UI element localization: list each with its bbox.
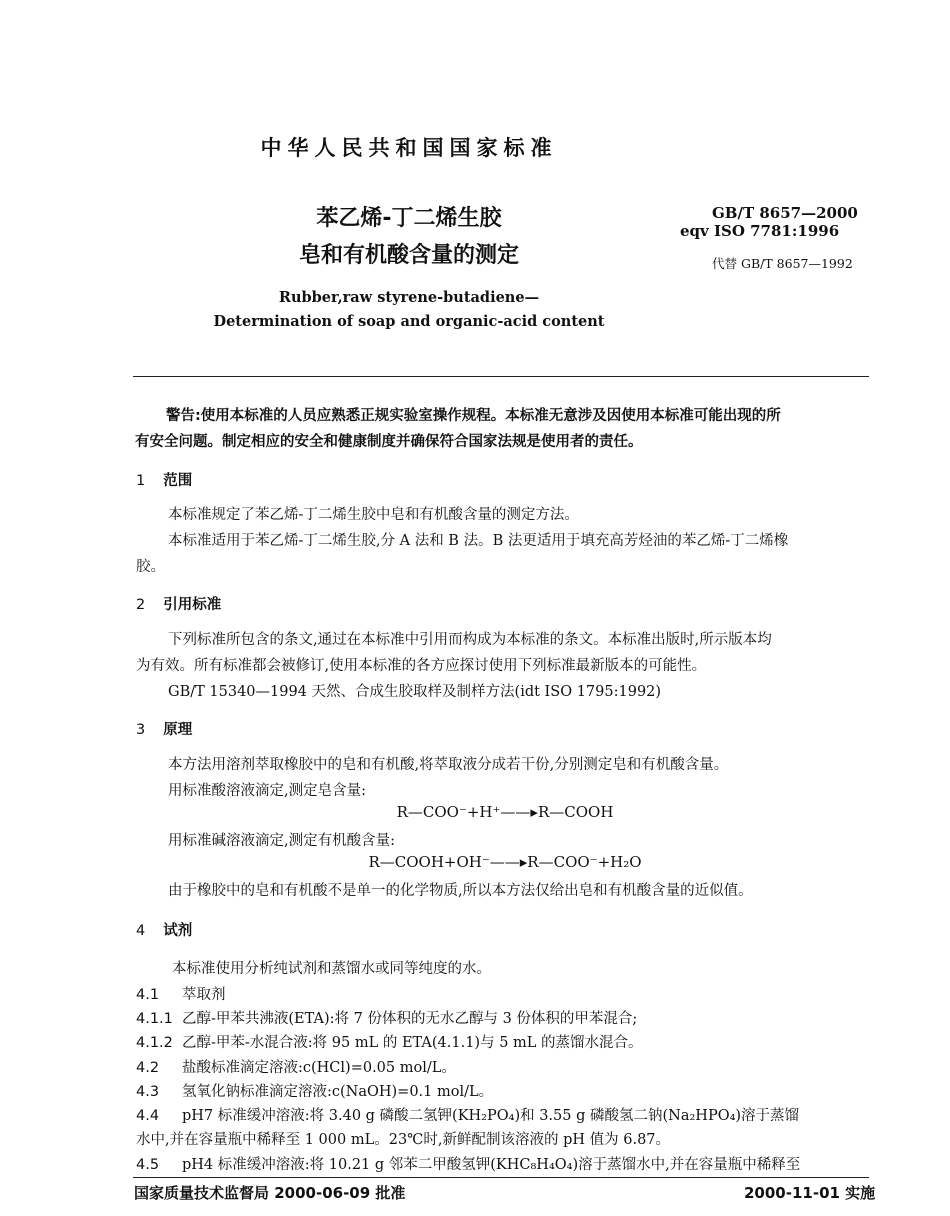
national-standard-header: 中华人民共和国国家标准 [260,136,558,160]
clause-4-1-2: 4.1.2 乙醇-甲苯-水混合液:将 95 mL 的 ETA(4.1.1)与 5 mL 的蒸馏水混合。 [136,1035,643,1051]
section-1-paragraph-1: 本标准规定了苯乙烯-丁二烯生胶中皂和有机酸含量的测定方法。 [168,507,579,523]
english-title-line-1: Rubber,raw styrene-butadiene— [278,289,540,306]
english-title-line-2: Determination of soap and organic-acid content [213,313,605,330]
approval-date: 国家质量技术监督局 2000-06-09 批准 [134,1184,406,1202]
clause-4-3: 4.3 氢氧化钠标准滴定溶液:c(NaOH)=0.1 mol/L。 [136,1084,494,1100]
replaces-standard: 代替 GB/T 8657—1992 [712,256,853,271]
clause-4-1: 4.1 萃取剂 [136,987,226,1003]
section-3-paragraph-1: 本方法用溶剂萃取橡胶中的皂和有机酸,将萃取液分成若干份,分别测定皂和有机酸含量。 [168,757,729,773]
chinese-title-line-1: 苯乙烯-丁二烯生胶 [316,206,502,231]
section-1-heading: 1 范围 [136,473,193,489]
clause-4-1-1: 4.1.1 乙醇-甲苯共沸液(ETA):将 7 份体积的无水乙醇与 3 份体积的甲苯混合; [136,1011,638,1027]
standard-number: GB/T 8657—2000 [712,204,858,222]
clause-4-2: 4.2 盐酸标准滴定溶液:c(HCl)=0.05 mol/L。 [136,1060,456,1076]
section-3-paragraph-3: 用标准碱溶液滴定,测定有机酸含量: [168,833,395,849]
section-4-paragraph-1: 本标准使用分析纯试剂和蒸馏水或同等纯度的水。 [172,961,491,977]
section-2-paragraph-line-2: 为有效。所有标准都会被修订,使用本标准的各方应探讨使用下列标准最新版本的可能性。 [136,658,707,674]
equivalent-standard: eqv ISO 7781:1996 [680,222,840,240]
implementation-date: 2000-11-01 实施 [744,1184,876,1202]
section-1-paragraph-2-line-2: 胶。 [136,559,165,575]
section-3-paragraph-4: 由于橡胶中的皂和有机酸不是单一的化学物质,所以本方法仅给出皂和有机酸含量的近似值。 [168,883,753,899]
clause-4-4: 4.4 pH7 标准缓冲溶液:将 3.40 g 磷酸二氢钾(KH₂PO₄)和 3.55 g 磷酸氢二钠(Na₂HPO₄)溶于蒸馏 [136,1108,800,1124]
section-3-heading: 3 原理 [136,722,193,738]
chinese-title-line-2: 皂和有机酸含量的测定 [298,243,519,268]
soap-titration-formula: R—COO⁻+H⁺——▸R—COOH [396,803,614,821]
footer-divider [133,1177,869,1178]
section-1-paragraph-2-line-1: 本标准适用于苯乙烯-丁二烯生胶,分 A 法和 B 法。B 法更适用于填充高芳烃油的苯乙烯-丁二烯橡 [168,533,789,549]
clause-4-4-line-2: 水中,并在容量瓶中稀释至 1 000 mL。23℃时,新鲜配制该溶液的 pH 值为 6.87。 [136,1132,671,1148]
warning-line-2: 有安全问题。制定相应的安全和健康制度并确保符合国家法规是使用者的责任。 [135,434,643,450]
section-2-reference: GB/T 15340—1994 天然、合成生胶取样及制样方法(idt ISO 1795:1992) [168,684,662,700]
acid-titration-formula: R—COOH+OH⁻——▸R—COO⁻+H₂O [368,853,642,871]
warning-line-1: 警告:使用本标准的人员应熟悉正规实验室操作规程。本标准无意涉及因使用本标准可能出现的所 [166,408,781,424]
section-2-heading: 2 引用标准 [136,597,222,613]
section-4-heading: 4 试剂 [136,923,193,939]
clause-4-5: 4.5 pH4 标准缓冲溶液:将 10.21 g 邻苯二甲酸氢钾(KHC₈H₄O₄)溶于蒸馏水中,并在容量瓶中稀释至 [136,1157,801,1173]
header-divider [133,376,869,377]
section-2-paragraph-line-1: 下列标准所包含的条文,通过在本标准中引用而构成为本标准的条文。本标准出版时,所示版本均 [168,632,772,648]
section-3-paragraph-2: 用标准酸溶液滴定,测定皂含量: [168,783,366,799]
